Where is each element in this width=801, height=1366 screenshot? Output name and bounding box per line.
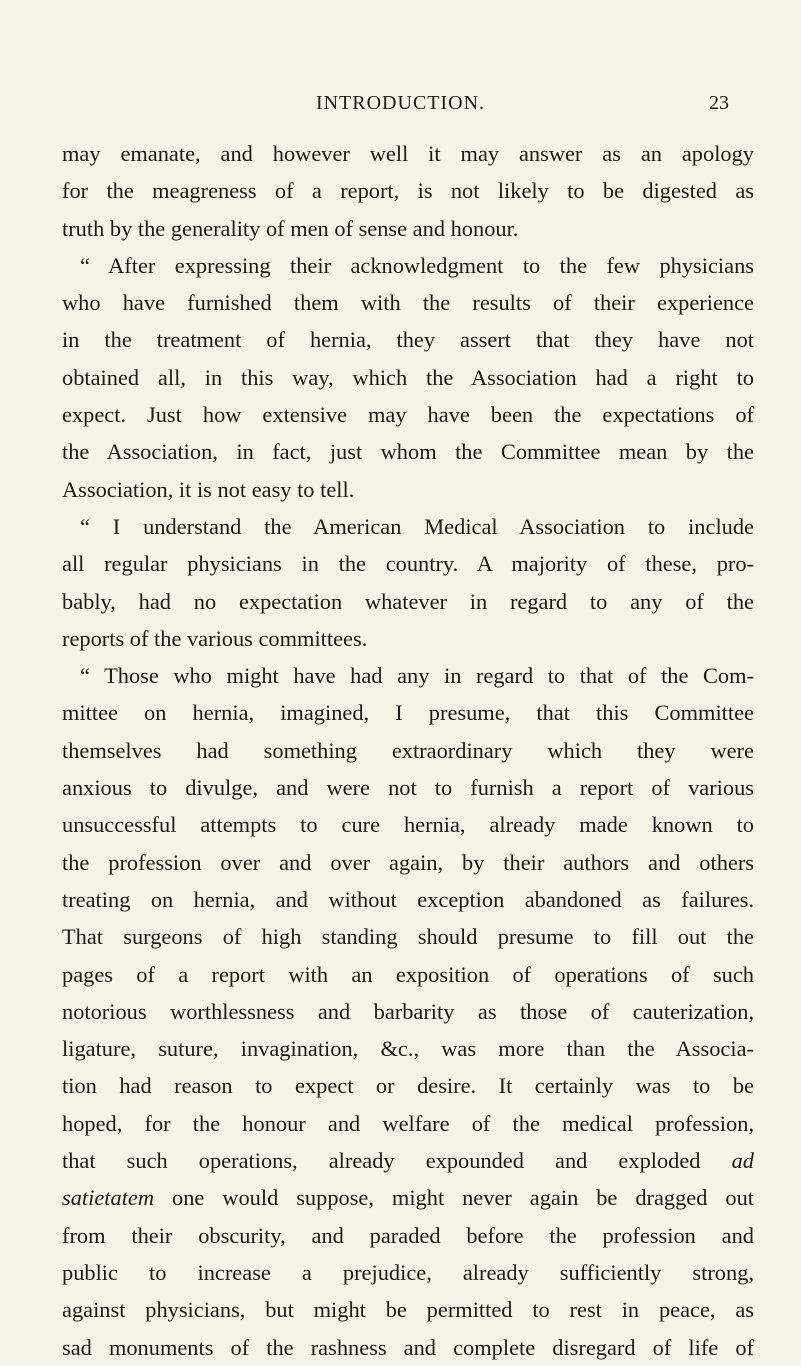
- line-text: treating on hernia, and without exception abandoned as failures.: [62, 886, 754, 912]
- line-text: expect. Just how extensive may have been the expectations of: [62, 402, 754, 428]
- line-text: themselves had something extraordinary which they were: [62, 737, 754, 763]
- line-text: against physicians, but might be permitted to rest in peace, as: [62, 1297, 754, 1323]
- text-line: [62, 583, 754, 620]
- text-line: [62, 433, 754, 470]
- text-line: [62, 1254, 754, 1291]
- text-line: [62, 881, 754, 918]
- text-line: [62, 732, 754, 769]
- text-line: [62, 657, 754, 694]
- text-line: [62, 1067, 754, 1104]
- text-line: [62, 284, 754, 321]
- line-text: “ Those who might have had any in regard to that of the Com-: [80, 663, 754, 689]
- page-header: [0, 88, 801, 118]
- text-line: [62, 1105, 754, 1142]
- text-line: [62, 135, 754, 172]
- line-text: reports of the various committees.: [62, 625, 368, 651]
- line-text: in the treatment of hernia, they assert that they have not: [62, 327, 754, 353]
- text-line: [62, 471, 754, 508]
- text-line: [62, 210, 754, 247]
- text-line: [62, 1291, 754, 1328]
- line-text: hoped, for the honour and welfare of the medical profession,: [62, 1110, 754, 1136]
- line-text: the Association, in fact, just whom the Committee mean by the: [62, 439, 754, 465]
- text-line: [62, 918, 754, 955]
- line-text: notorious worthlessness and barbarity as those of cauterization,: [62, 998, 754, 1024]
- text-line: [62, 1179, 754, 1216]
- text-line: [62, 508, 754, 545]
- line-text: from their obscurity, and paraded before the profession and: [62, 1222, 754, 1248]
- text-line: [62, 359, 754, 396]
- line-text: for the meagreness of a report, is not likely to be digested as: [62, 178, 754, 204]
- line-text: that such operations, already expounded and exploded: [62, 1148, 701, 1174]
- text-line: [62, 545, 754, 582]
- line-text: unsuccessful attempts to cure hernia, already made known to: [62, 812, 754, 838]
- line-text: ligature, suture, invagination, &c., was more than the Associa-: [62, 1036, 754, 1062]
- line-text: one would suppose, might never again be dragged out: [154, 1185, 754, 1211]
- text-line: [62, 993, 754, 1030]
- running-title: INTRODUCTION.: [315, 92, 486, 114]
- text-line: [62, 844, 754, 881]
- text-line: [62, 956, 754, 993]
- page-number: 23: [709, 92, 729, 114]
- line-text: bably, had no expectation whatever in regard to any of the: [62, 588, 754, 614]
- line-text: “ I understand the American Medical Association to include: [80, 513, 754, 539]
- line-text: who have furnished them with the results of their experience: [62, 290, 754, 316]
- line-text: anxious to divulge, and were not to furnish a report of various: [62, 775, 754, 801]
- text-line: [62, 769, 754, 806]
- line-text: pages of a report with an exposition of operations of such: [62, 961, 754, 987]
- text-line: [62, 247, 754, 284]
- text-line: [62, 321, 754, 358]
- line-text: That surgeons of high standing should presume to fill out the: [62, 924, 754, 950]
- text-line: [62, 172, 754, 209]
- text-line: [62, 396, 754, 433]
- text-line: [62, 694, 754, 731]
- italic-phrase: ad: [731, 1148, 754, 1174]
- text-line: [62, 1142, 754, 1179]
- italic-phrase: satietatem: [62, 1185, 155, 1211]
- line-text: public to increase a prejudice, already sufficiently strong,: [62, 1259, 754, 1285]
- line-text: sad monuments of the rashness and complete disregard of life of: [62, 1334, 754, 1360]
- line-text: all regular physicians in the country. A majority of these, pro-: [62, 551, 754, 577]
- body-text: [62, 135, 754, 1366]
- line-text: the profession over and over again, by their authors and others: [62, 849, 754, 875]
- line-text: obtained all, in this way, which the Association had a right to: [62, 364, 754, 390]
- text-line: [62, 806, 754, 843]
- line-text: may emanate, and however well it may answer as an apology: [62, 141, 754, 166]
- line-text: truth by the generality of men of sense and honour.: [62, 215, 519, 241]
- text-line: [62, 620, 754, 657]
- text-line: [62, 1217, 754, 1254]
- line-text: “ After expressing their acknowledgment to the few physicians: [80, 252, 754, 278]
- line-text: tion had reason to expect or desire. It certainly was to be: [62, 1073, 754, 1099]
- line-text: Association, it is not easy to tell.: [62, 476, 355, 502]
- line-text: mittee on hernia, imagined, I presume, that this Committee: [62, 700, 754, 726]
- text-line: [62, 1329, 754, 1366]
- text-line: [62, 1030, 754, 1067]
